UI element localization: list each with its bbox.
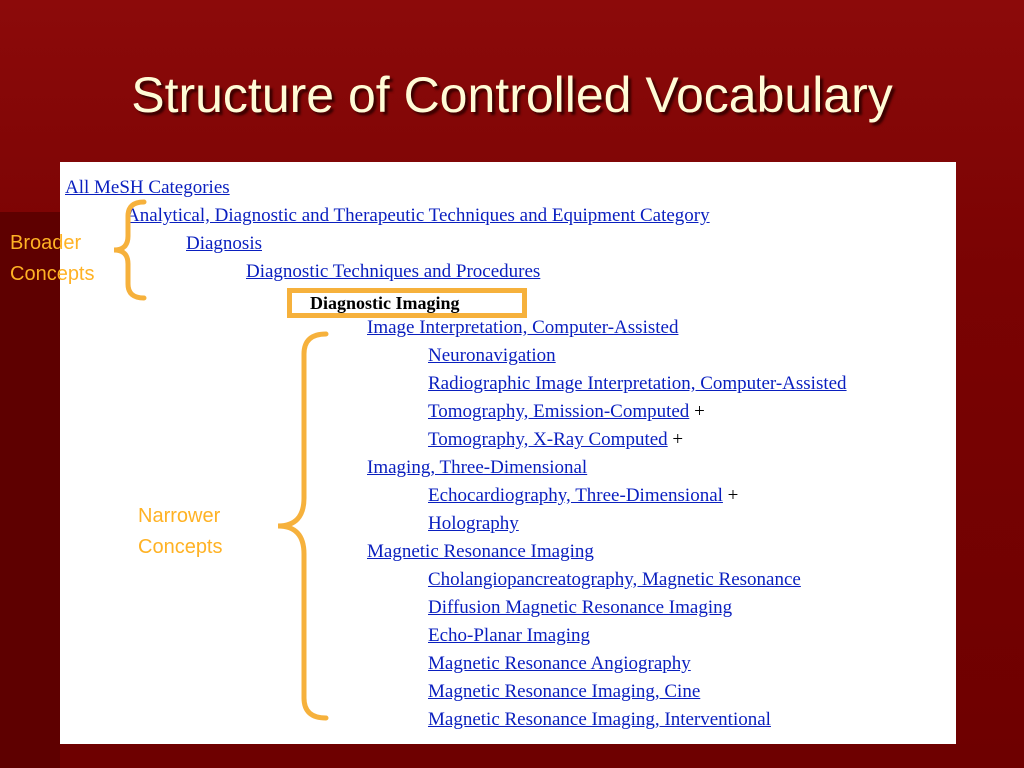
tree-item-grandchild[interactable] bbox=[428, 569, 801, 591]
tree-link[interactable]: Echocardiography, Three-Dimensional bbox=[428, 485, 723, 506]
narrower-concepts-label bbox=[138, 501, 223, 563]
slide-title: Structure of Controlled Vocabulary bbox=[131, 67, 893, 123]
tree-item-grandchild[interactable] bbox=[428, 597, 732, 619]
tree-link[interactable]: Radiographic Image Interpretation, Computer-Assisted bbox=[428, 373, 847, 394]
tree-item-grandchild[interactable] bbox=[428, 625, 590, 647]
mesh-tree-panel bbox=[60, 162, 956, 744]
broader-label-line: Broader bbox=[10, 232, 82, 254]
tree-link[interactable]: Magnetic Resonance Imaging, Cine bbox=[428, 681, 701, 702]
tree-link[interactable]: Tomography, Emission-Computed bbox=[428, 401, 690, 422]
tree-item-grandchild[interactable] bbox=[428, 513, 519, 535]
tree-item-grandchild[interactable] bbox=[428, 485, 738, 507]
tree-link[interactable]: Diffusion Magnetic Resonance Imaging bbox=[428, 597, 733, 618]
tree-link[interactable]: Image Interpretation, Computer-Assisted bbox=[367, 317, 679, 338]
tree-link[interactable]: Echo-Planar Imaging bbox=[428, 625, 590, 646]
tree-item-child[interactable] bbox=[367, 457, 587, 479]
tree-item-grandchild[interactable] bbox=[428, 401, 705, 423]
tree-link[interactable]: Magnetic Resonance Angiography bbox=[428, 653, 691, 674]
tree-link[interactable]: Imaging, Three-Dimensional bbox=[367, 457, 588, 478]
tree-item-category[interactable] bbox=[126, 205, 710, 227]
tree-item-child[interactable] bbox=[367, 541, 594, 563]
tree-item-grandchild[interactable] bbox=[428, 681, 700, 703]
narrower-label-line: Narrower bbox=[138, 505, 221, 527]
narrower-brace bbox=[268, 328, 332, 724]
tree-item-grandchild[interactable] bbox=[428, 345, 556, 367]
left-band bbox=[0, 212, 60, 768]
tree-link[interactable]: Tomography, X-Ray Computed bbox=[428, 429, 668, 450]
tree-item-grandchild[interactable] bbox=[428, 653, 691, 675]
tree-item-child[interactable] bbox=[367, 317, 678, 339]
tree-link[interactable]: Analytical, Diagnostic and Therapeutic Techniques and Equipment Category bbox=[126, 205, 710, 226]
tree-link[interactable]: Cholangiopancreatography, Magnetic Resonance bbox=[428, 569, 801, 590]
narrower-label-line: Concepts bbox=[138, 536, 223, 558]
tree-link[interactable]: Magnetic Resonance Imaging, Interventional bbox=[428, 709, 771, 730]
expand-plus: + bbox=[694, 401, 705, 422]
tree-item-grandchild[interactable] bbox=[428, 429, 683, 451]
tree-item-root[interactable] bbox=[65, 177, 230, 199]
tree-link[interactable]: Diagnostic Techniques and Procedures bbox=[246, 261, 541, 282]
tree-item-grandchild[interactable] bbox=[428, 373, 847, 395]
tree-link[interactable]: Neuronavigation bbox=[428, 345, 556, 366]
tree-item-diagnostic-techniques[interactable] bbox=[246, 261, 540, 283]
expand-plus: + bbox=[672, 429, 684, 450]
tree-item-grandchild[interactable] bbox=[428, 709, 771, 731]
current-term-highlight bbox=[287, 288, 527, 318]
broader-concepts-label bbox=[10, 228, 95, 290]
tree-link[interactable]: Holography bbox=[428, 513, 519, 534]
current-term-label: Diagnostic Imaging bbox=[310, 293, 460, 313]
tree-link[interactable]: Diagnosis bbox=[186, 233, 262, 254]
tree-link[interactable]: All MeSH Categories bbox=[65, 177, 230, 198]
broader-label-line: Concepts bbox=[10, 263, 95, 285]
tree-item-diagnosis[interactable] bbox=[186, 233, 262, 255]
broader-brace bbox=[100, 198, 150, 302]
expand-plus: + bbox=[727, 485, 739, 506]
tree-link[interactable]: Magnetic Resonance Imaging bbox=[367, 541, 594, 562]
